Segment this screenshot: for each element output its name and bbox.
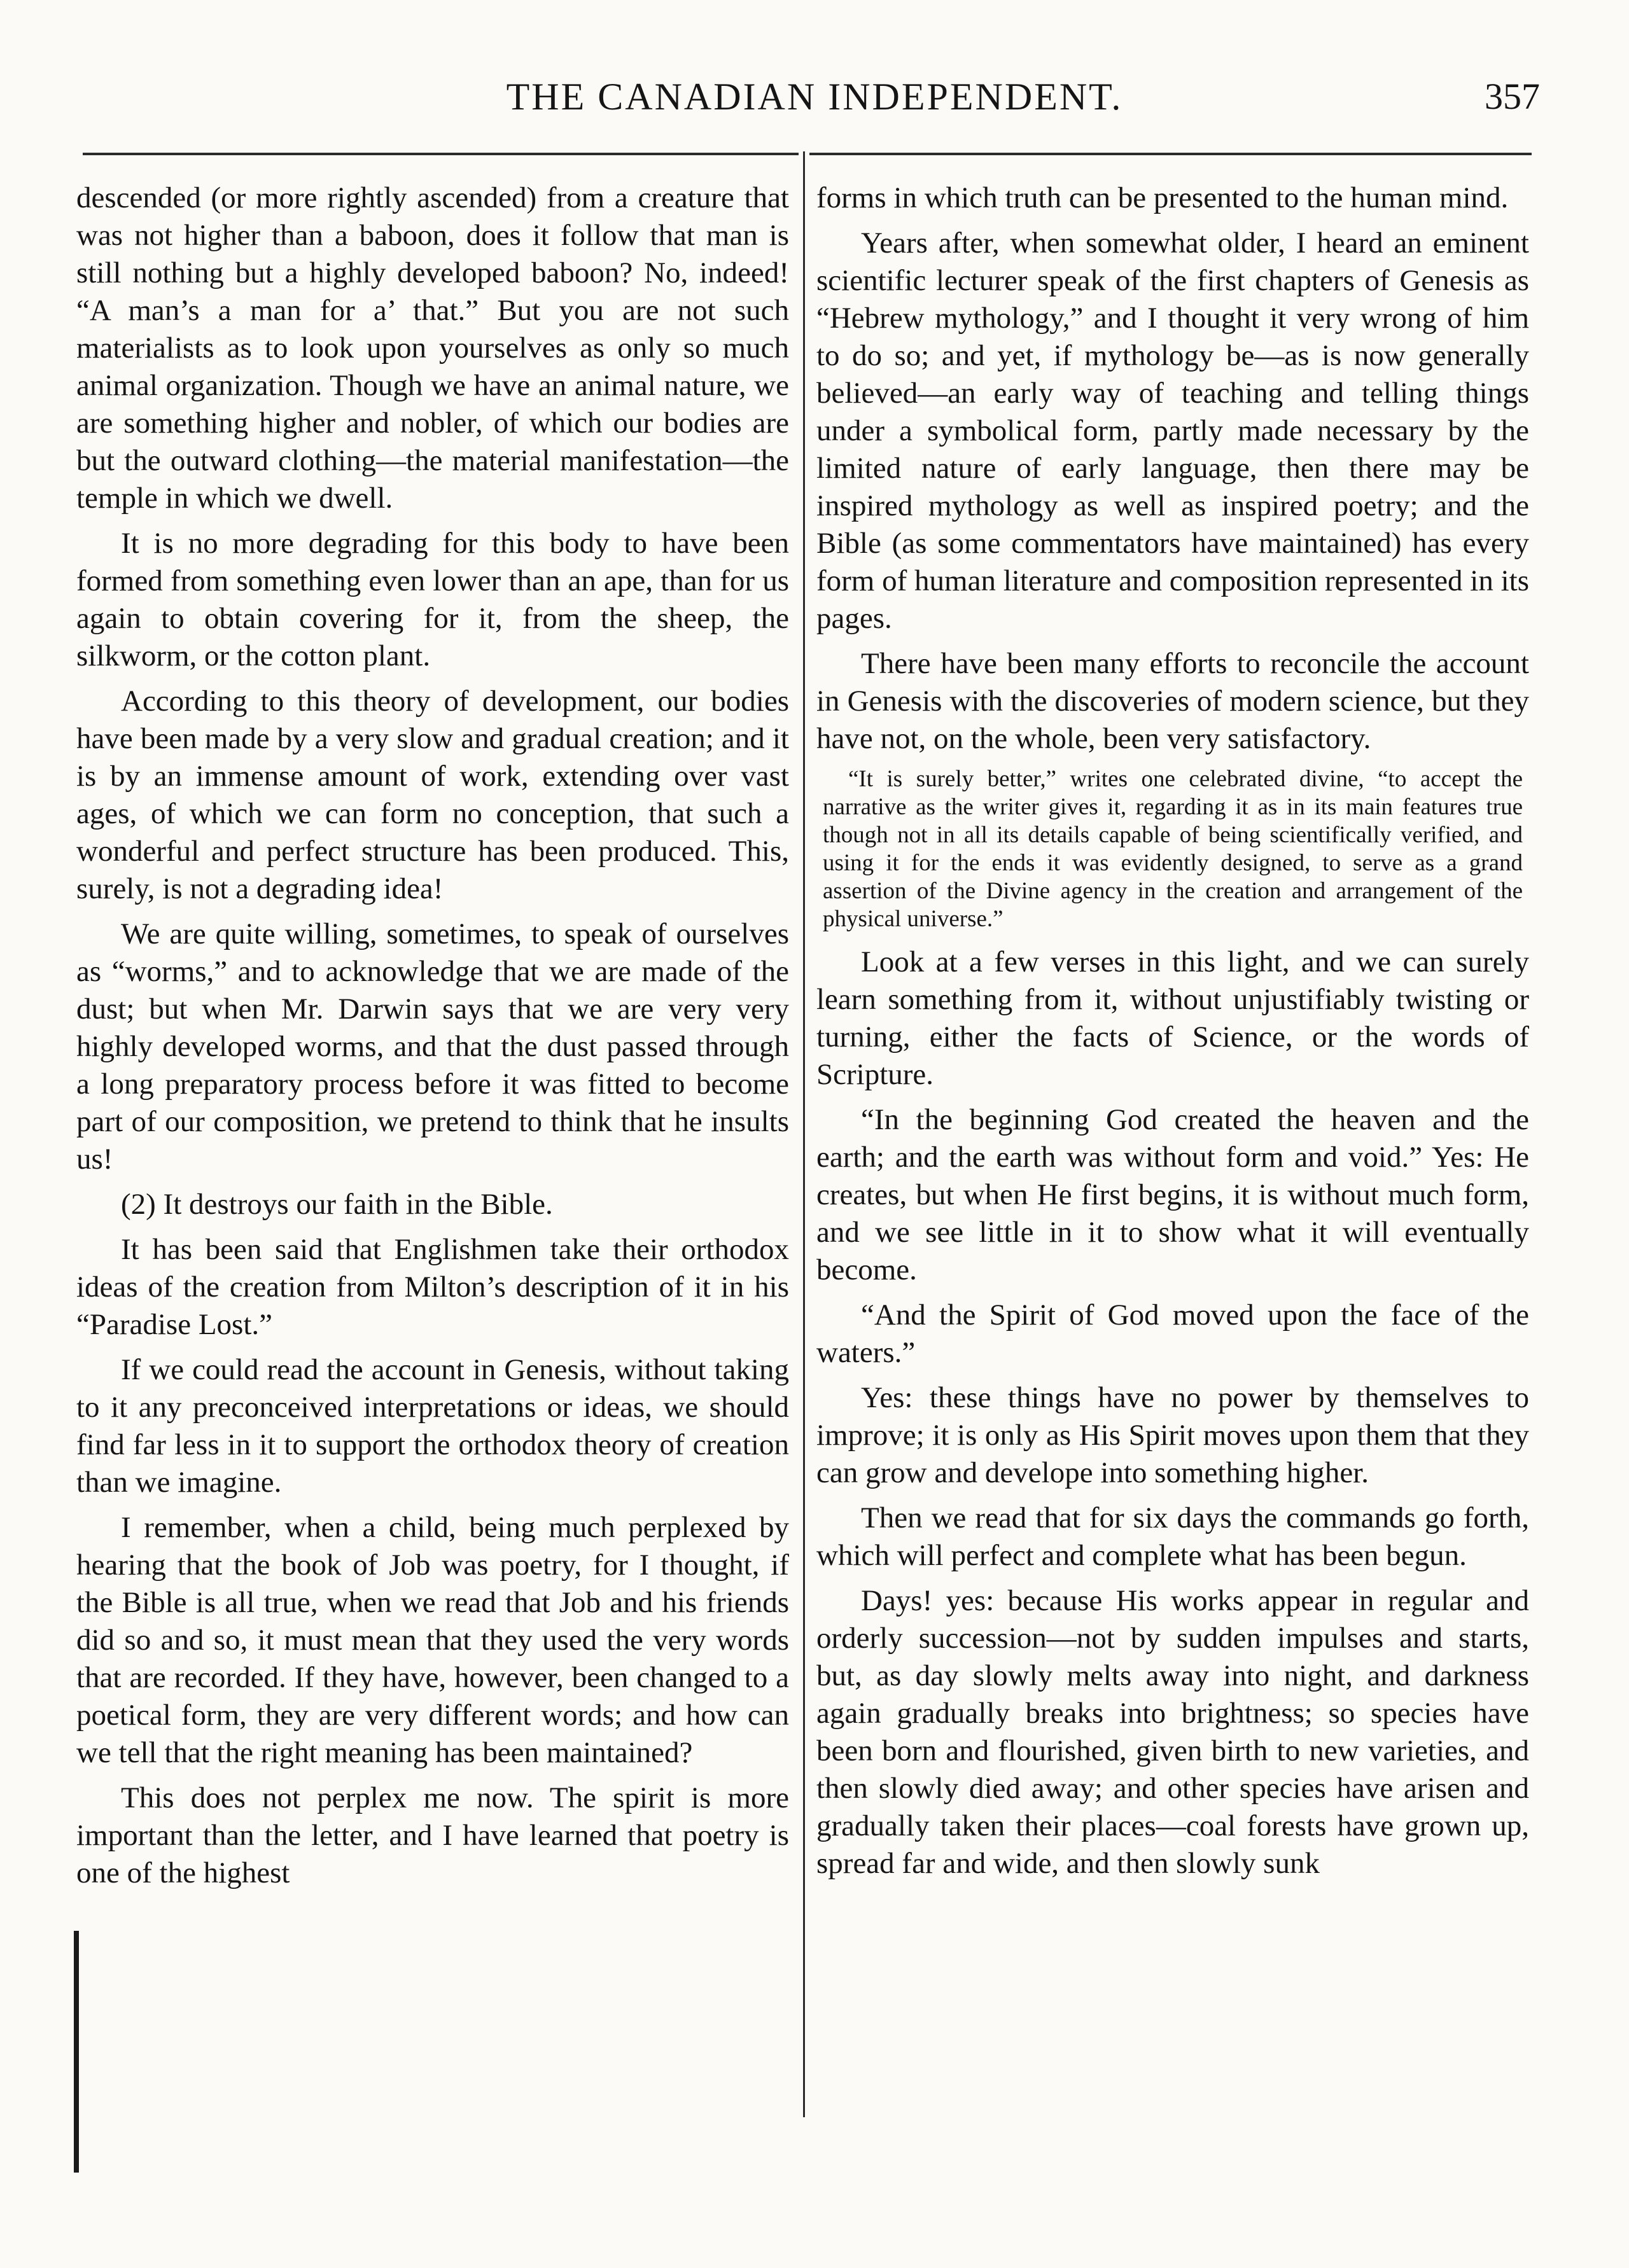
paragraph: It is no more degrading for this body to have been formed from something even lower than an ape, than for us again to obtain covering for it, from the sheep, the silkworm, or the cotton plant.: [76, 527, 789, 672]
paragraph: “And the Spirit of God moved upon the face of the waters.”: [816, 1298, 1529, 1369]
page-number: 357: [1485, 76, 1540, 117]
paragraph: It has been said that Englishmen take their orthodox ideas of the creation from Milton’s description of it in his “Paradise Lost.”: [76, 1233, 789, 1341]
paragraph: There have been many efforts to reconcile the account in Genesis with the discoveries of modern science, but they have not, on the whole, been very satisfactory.: [816, 647, 1529, 755]
paragraph: Yes: these things have no power by themselves to improve; it is only as His Spirit moves upon them that they can grow and develope into something higher.: [816, 1381, 1529, 1489]
paragraph: descended (or more rightly ascended) from a creature that was not higher than a baboon, does it follow that man is still nothing but a highly developed baboon? No, indeed! “A man’s a man for a’ that.” But you are not such materialists as to look upon yourselves as only so much animal organization. Though we have an animal nature, we are something higher and nobler, of which our bodies are but the outward clothing—the material manifestation—the temple in which we dwell.: [76, 181, 789, 515]
page-header: [0, 75, 1629, 126]
paragraph: If we could read the account in Genesis, without taking to it any preconceived interpretations or ideas, we should find far less in it to support the orthodox theory of creation than we imagine.: [76, 1353, 789, 1499]
paragraph: “In the beginning God created the heaven and the earth; and the earth was without form and void.” Yes: He creates, but when He first begins, it is without much form, and we see little in it to show what it will eventually become.: [816, 1103, 1529, 1286]
block-quote: “It is surely better,” writes one celebrated divine, “to accept the narrative as the writer gives it, regarding it as in its main features true though not in all its details capable of being scientifically verified, and using it for the ends it was evidently designed, to serve as a grand assertion of the Divine agency in the creation and arrangement of the physical universe.”: [823, 766, 1523, 932]
paragraph: (2) It destroys our faith in the Bible.: [121, 1188, 553, 1221]
paragraph: We are quite willing, sometimes, to speak of ourselves as “worms,” and to acknowledge that we are made of the dust; but when Mr. Darwin says that we are very very highly developed worms, and that the dust passed through a long preparatory process before it was fitted to become part of our composition, we pretend to think that he insults us!: [76, 917, 789, 1176]
paragraph: Look at a few verses in this light, and we can surely learn something from it, without unjustifiably twisting or turning, either the facts of Science, or the words of Scripture.: [816, 945, 1529, 1091]
paragraph: Then we read that for six days the commands go forth, which will perfect and complete what has been begun.: [816, 1501, 1529, 1572]
binding-edge-mark: [74, 1931, 79, 2173]
right-column: [816, 179, 1529, 1890]
paragraph: Years after, when somewhat older, I heard an eminent scientific lecturer speak of the first chapters of Genesis as “Hebrew mythology,” and I thought it very wrong of him to do so; and yet, if mythology be—as is now generally believed—an early way of teaching and telling things under a symbolical form, partly made necessary by the limited nature of early language, then there may be inspired mythology as well as inspired poetry; and the Bible (as some commentators have maintained) has every form of human literature and composition represented in its pages.: [816, 226, 1529, 635]
paragraph: forms in which truth can be presented to the human mind.: [816, 181, 1509, 214]
header-rule-left: [83, 153, 799, 155]
journal-title: THE CANADIAN INDEPENDENT.: [506, 76, 1123, 118]
paragraph: Days! yes: because His works appear in regular and orderly succession—not by sudden impulses and starts, but, as day slowly melts away into night, and darkness again gradually breaks into brightness; so species have been born and flourished, given birth to new varieties, and then slowly died away; and other species have arisen and gradually taken their places—coal forests have grown up, spread far and wide, and then slowly sunk: [816, 1584, 1529, 1880]
left-column: [76, 179, 789, 1900]
paragraph: According to this theory of development, our bodies have been made by a very slow and gradual creation; and it is by an immense amount of work, extending over vast ages, of which we can form no conception, that such a wonderful and perfect structure has been produced. This, surely, is not a degrading idea!: [76, 685, 789, 905]
column-divider: [803, 151, 805, 2117]
header-rule-right: [809, 153, 1532, 155]
paragraph: This does not perplex me now. The spirit is more important than the letter, and I have learned that poetry is one of the highest: [76, 1781, 789, 1889]
paragraph: I remember, when a child, being much perplexed by hearing that the book of Job was poetry, for I thought, if the Bible is all true, when we read that Job and his friends did so and so, it must mean that they used the very words that are recorded. If they have, however, been changed to a poetical form, they are very different words; and how can we tell that the right meaning has been maintained?: [76, 1511, 789, 1769]
